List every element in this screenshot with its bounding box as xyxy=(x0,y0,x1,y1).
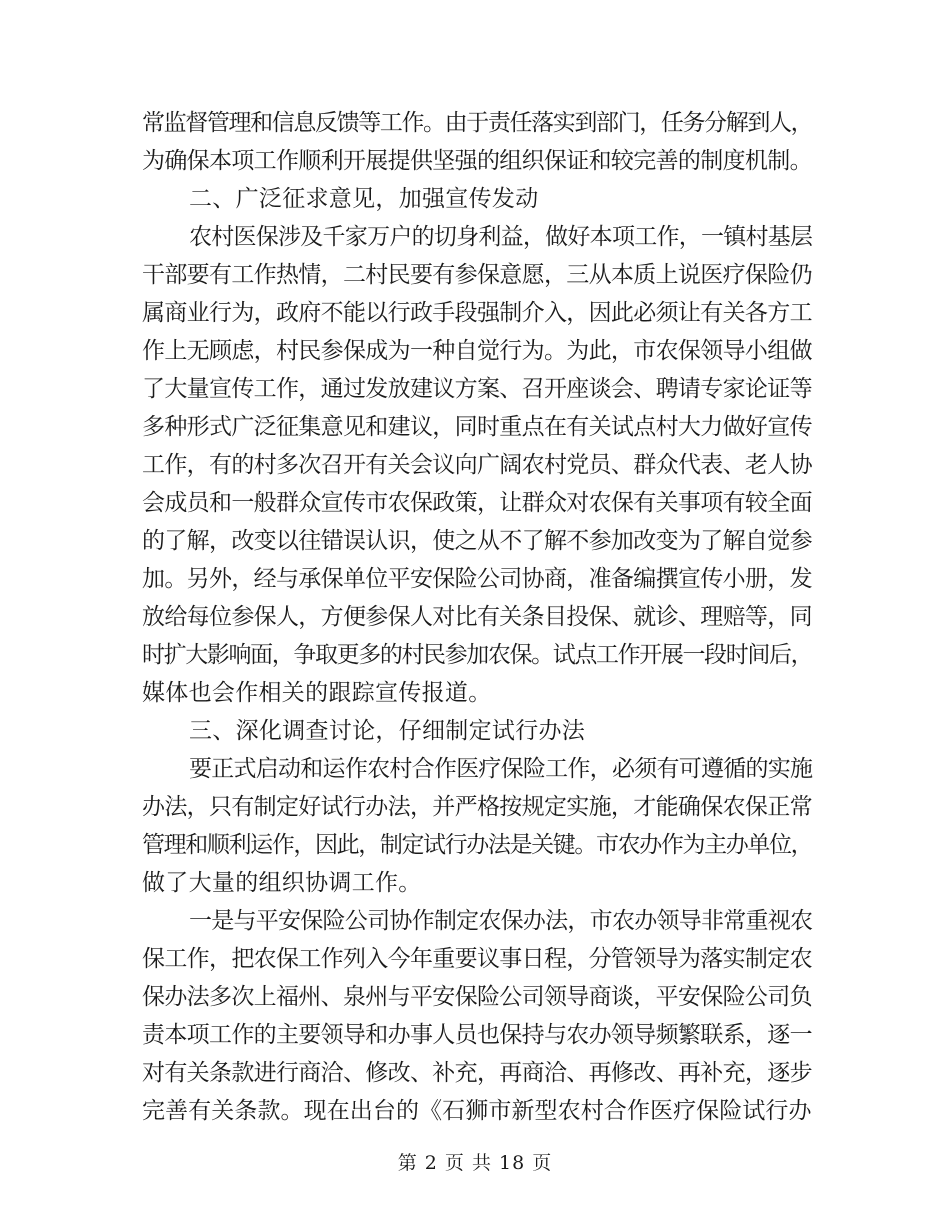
text-line: 加。另外，经与承保单位平安保险公司协商，准备编撰宣传小册，发 xyxy=(142,566,812,592)
text-line: 二、广泛征求意见，加强宣传发动 xyxy=(189,186,539,212)
text-line: 保办法多次上福州、泉州与平安保险公司领导商谈，平安保险公司负 xyxy=(142,984,812,1010)
text-line: 放给每位参保人，方便参保人对比有关条目投保、就诊、理赔等，同 xyxy=(142,604,812,630)
text-line: 责本项工作的主要领导和办事人员也保持与农办领导频繁联系，逐一 xyxy=(142,1022,812,1048)
text-line: 管理和顺利运作，因此，制定试行办法是关键。市农办作为主办单位， xyxy=(142,832,813,858)
text-line: 对有关条款进行商洽、修改、补充，再商洽、再修改、再补充，逐步 xyxy=(142,1060,812,1086)
text-line: 农村医保涉及千家万户的切身利益，做好本项工作，一镇村基层 xyxy=(189,224,813,250)
text-line: 工作，有的村多次召开有关会议向广阔农村党员、群众代表、老人协 xyxy=(142,452,812,478)
text-line: 时扩大影响面，争取更多的村民参加农保。试点工作开展一段时间后， xyxy=(142,642,813,668)
text-line: 办法，只有制定好试行办法，并严格按规定实施，才能确保农保正常 xyxy=(142,794,812,820)
text-line: 媒体也会作相关的跟踪宣传报道。 xyxy=(142,680,492,706)
document-body xyxy=(142,104,812,1130)
text-line: 会成员和一般群众宣传市农保政策，让群众对农保有关事项有较全面 xyxy=(142,490,812,516)
text-line: 属商业行为，政府不能以行政手段强制介入，因此必须让有关各方工 xyxy=(142,300,812,326)
text-line: 完善有关条款。现在出台的《石狮市新型农村合作医疗保险试行办 xyxy=(142,1098,812,1124)
page-footer: 第 2 页 共 18 页 xyxy=(397,1152,553,1174)
text-line: 为确保本项工作顺利开展提供坚强的组织保证和较完善的制度机制。 xyxy=(142,148,812,174)
text-line: 要正式启动和运作农村合作医疗保险工作，必须有可遵循的实施 xyxy=(189,756,813,782)
text-line: 保工作，把农保工作列入今年重要议事日程，分管领导为落实制定农 xyxy=(142,946,812,972)
text-line: 做了大量的组织协调工作。 xyxy=(142,870,422,896)
text-line: 作上无顾虑，村民参保成为一种自觉行为。为此，市农保领导小组做 xyxy=(142,338,812,364)
text-line: 常监督管理和信息反馈等工作。由于责任落实到部门，任务分解到人， xyxy=(142,110,813,136)
text-line: 了大量宣传工作，通过发放建议方案、召开座谈会、聘请专家论证等 xyxy=(142,376,812,402)
text-line: 三、深化调查讨论，仔细制定试行办法 xyxy=(189,718,586,744)
text-line: 的了解，改变以往错误认识，使之从不了解不参加改变为了解自觉参 xyxy=(142,528,812,554)
text-line: 多种形式广泛征集意见和建议，同时重点在有关试点村大力做好宣传 xyxy=(142,414,812,440)
text-line: 干部要有工作热情，二村民要有参保意愿，三从本质上说医疗保险仍 xyxy=(142,262,812,288)
text-line: 一是与平安保险公司协作制定农保办法，市农办领导非常重视农 xyxy=(189,908,813,934)
